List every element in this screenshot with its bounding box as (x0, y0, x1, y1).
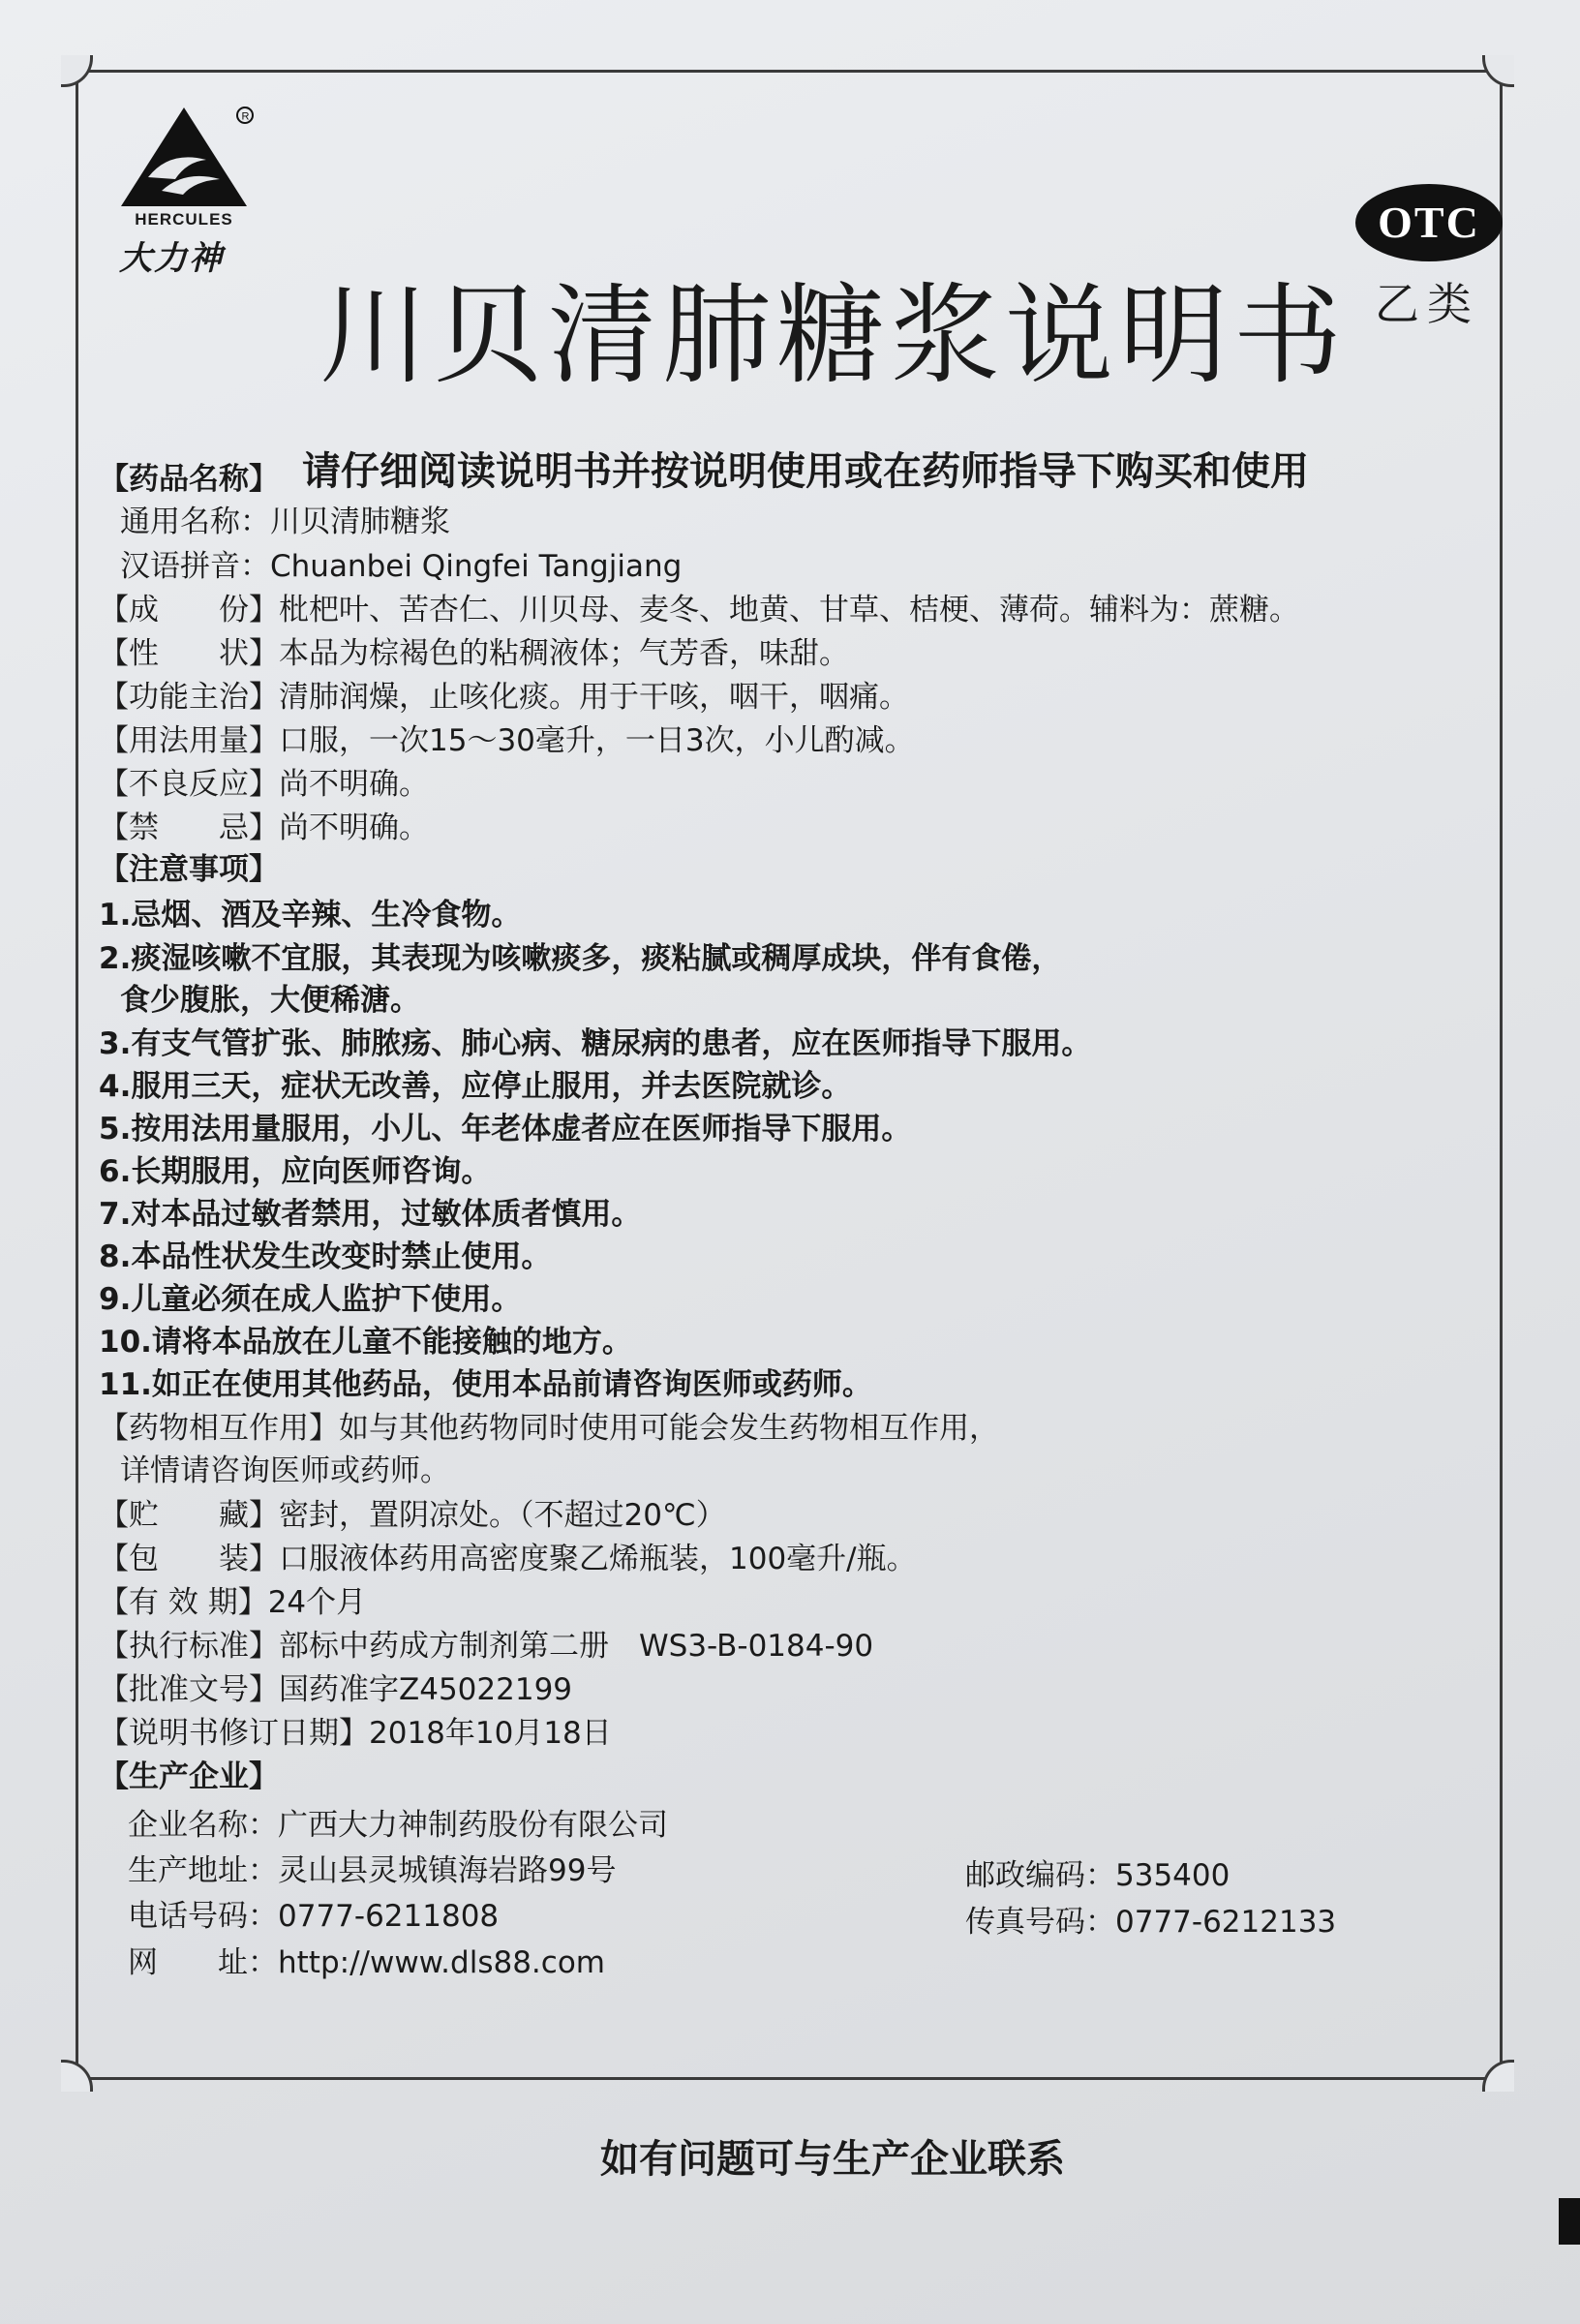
precaution-item: 6.长期服用，应向医师咨询。 (99, 1154, 492, 1189)
precaution-item-continued: 食少腹胀，大便稀溏。 (120, 983, 420, 1018)
edge-mark (1559, 2198, 1580, 2245)
storage: 【贮 藏】密封，置阴凉处。（不超过20℃） (99, 1498, 726, 1533)
precaution-item: 7.对本品过敏者禁用，过敏体质者慎用。 (99, 1197, 642, 1232)
precaution-item: 2.痰湿咳嗽不宜服，其表现为咳嗽痰多，痰粘腻或稠厚成块，伴有食倦， (99, 941, 1062, 976)
approval-number: 【批准文号】国药准字Z45022199 (99, 1672, 573, 1707)
precaution-item: 5.按用法用量服用，小儿、年老体虚者应在医师指导下服用。 (99, 1112, 912, 1147)
postcode: 邮政编码：535400 (965, 1858, 1231, 1893)
company-name: 企业名称：广西大力神制药股份有限公司 (128, 1808, 668, 1843)
indications: 【功能主治】清肺润燥，止咳化痰。用于干咳，咽干，咽痛。 (99, 680, 909, 715)
phone-number: 电话号码：0777-6211808 (128, 1899, 500, 1934)
precaution-item: 4.服用三天，症状无改善，应停止服用，并去医院就诊。 (99, 1069, 852, 1104)
brand-logo (111, 102, 257, 286)
contraindications: 【禁 忌】尚不明确。 (99, 810, 429, 845)
section-precautions-header: 【注意事项】 (99, 852, 279, 887)
brand-name-en: HERCULES (135, 210, 233, 229)
mountain-logo-icon (111, 102, 257, 213)
production-address: 生产地址：灵山县灵城镇海岩路99号 (128, 1853, 617, 1888)
ingredients: 【成 份】枇杷叶、苦杏仁、川贝母、麦冬、地黄、甘草、桔梗、薄荷。辅料为：蔗糖。 (99, 593, 1299, 627)
brand-name-cn: 大力神 (119, 239, 224, 278)
section-drug-name-header: 【药品名称】 (99, 462, 279, 497)
fax-number: 传真号码：0777-6212133 (965, 1905, 1337, 1940)
footer-contact-note: 如有问题可与生产企业联系 (600, 2137, 1065, 2182)
properties: 【性 状】本品为棕褐色的粘稠液体；气芳香，味甜。 (99, 636, 849, 671)
document-subtitle: 请仔细阅读说明书并按说明使用或在药师指导下购买和使用 (302, 449, 1309, 494)
drug-interactions-continued: 详情请咨询医师或药师。 (120, 1453, 450, 1488)
adverse-reactions: 【不良反应】尚不明确。 (99, 767, 429, 802)
generic-name: 通用名称：川贝清肺糖浆 (120, 505, 450, 539)
document-title: 川贝清肺糖浆说明书 (319, 273, 1348, 399)
otc-badge: OTC (1355, 184, 1503, 261)
precaution-item: 11.如正在使用其他药品，使用本品前请咨询医师或药师。 (99, 1367, 872, 1402)
dosage: 【用法用量】口服，一次15～30毫升，一日3次，小儿酌减。 (99, 723, 915, 758)
packaging: 【包 装】口服液体药用高密度聚乙烯瓶装，100毫升/瓶。 (99, 1542, 917, 1576)
precaution-item: 9.儿童必须在成人监护下使用。 (99, 1282, 522, 1317)
otc-class-label: 乙类 (1375, 278, 1479, 330)
precaution-item: 8.本品性状发生改变时禁止使用。 (99, 1239, 552, 1274)
revision-date: 【说明书修订日期】2018年10月18日 (99, 1716, 612, 1751)
section-manufacturer-header: 【生产企业】 (99, 1759, 279, 1794)
precaution-item: 3.有支气管扩张、肺脓疡、肺心病、糖尿病的患者，应在医师指导下服用。 (99, 1026, 1092, 1061)
pinyin-name: 汉语拼音：Chuanbei Qingfei Tangjiang (120, 549, 683, 584)
execution-standard: 【执行标准】部标中药成方制剂第二册 WS3-B-0184-90 (99, 1629, 874, 1664)
precaution-item: 10.请将本品放在儿童不能接触的地方。 (99, 1325, 632, 1360)
website: 网 址：http://www.dls88.com (128, 1945, 605, 1980)
svg-text:R: R (241, 110, 250, 123)
validity-period: 【有 效 期】24个月 (99, 1585, 367, 1620)
drug-interactions: 【药物相互作用】如与其他药物同时使用可能会发生药物相互作用， (99, 1411, 999, 1446)
precaution-item: 1.忌烟、酒及辛辣、生冷食物。 (99, 898, 522, 933)
